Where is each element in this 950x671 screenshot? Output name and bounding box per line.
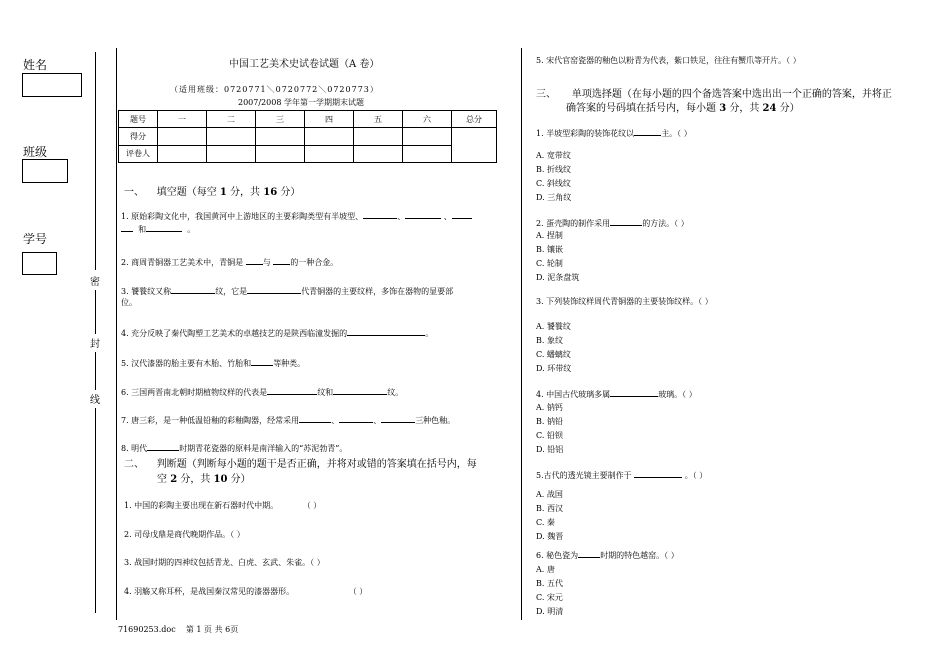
option-d[interactable]: D. 铅铝 xyxy=(536,445,564,454)
choice-question-1: 1. 半坡型彩陶的装饰花纹以 主。（ ） xyxy=(536,126,692,139)
score-cell[interactable] xyxy=(158,128,207,145)
fill-question-7: 7. 唐三彩，是一种低温铅釉的彩釉陶器，经常采用 、 、 三种色釉。 xyxy=(121,413,455,426)
option-b[interactable]: B. 镶嵌 xyxy=(536,245,563,254)
answer-blank[interactable] xyxy=(347,326,425,336)
option-b[interactable]: B. 折线纹 xyxy=(536,165,571,174)
answer-blank[interactable] xyxy=(147,441,179,451)
column-header: 四 xyxy=(305,111,354,128)
score-table xyxy=(118,110,497,163)
answer-blank[interactable] xyxy=(273,255,290,265)
option-c[interactable]: C. 轮制 xyxy=(536,259,563,268)
choice-options-3 xyxy=(536,320,571,376)
table-row xyxy=(119,145,497,162)
seal-char-xian: 线 xyxy=(90,395,100,406)
row-label: 评卷人 xyxy=(119,145,158,162)
footer-page-number: 第 1 页 共 6页 xyxy=(185,625,239,634)
section2-heading-cont: 空 2 分，共 10 分） xyxy=(157,474,251,485)
choice-options-6 xyxy=(536,563,563,619)
answer-blank[interactable] xyxy=(634,468,682,478)
grader-cell[interactable] xyxy=(403,145,452,162)
column-header: 六 xyxy=(403,111,452,128)
answer-blank[interactable] xyxy=(381,413,415,423)
judge-question-1: 1. 中国的彩陶主要出现在新石器时代中期。 （ ） xyxy=(124,501,322,510)
choice-question-6: 6. 秘色瓷为 时期的特色越窑。（ ） xyxy=(536,548,679,561)
fill-question-6: 6. 三国两晋南北朝时期植物纹样的代表是 纹和 纹。 xyxy=(121,385,403,398)
choice-options-2 xyxy=(536,229,579,285)
fill-question-1-cont: 和 。 xyxy=(121,222,195,235)
table-row xyxy=(119,111,497,128)
answer-blank[interactable] xyxy=(578,548,600,558)
left-margin-line xyxy=(116,48,117,620)
answer-blank[interactable] xyxy=(267,385,317,395)
answer-blank[interactable] xyxy=(610,387,658,397)
student-id-field[interactable] xyxy=(22,252,57,275)
answer-blank[interactable] xyxy=(634,126,661,136)
answer-blank[interactable] xyxy=(363,209,397,219)
option-b[interactable]: B. 五代 xyxy=(536,579,563,588)
section3-heading-cont: 确答案的号码填在括号内，每小题 3 分，共 24 分） xyxy=(566,103,800,114)
answer-blank[interactable] xyxy=(452,209,472,219)
choice-question-4: 4. 中国古代玻璃多属 玻璃。（ ） xyxy=(536,387,697,400)
fill-question-3-cont: 位。 xyxy=(121,298,137,307)
score-cell[interactable] xyxy=(256,128,305,145)
option-c[interactable]: C. 宋元 xyxy=(536,593,563,602)
choice-options-5 xyxy=(536,488,563,544)
option-a[interactable]: A. 唐 xyxy=(536,565,555,574)
choice-options-1 xyxy=(536,149,571,205)
grader-cell[interactable] xyxy=(354,145,403,162)
option-d[interactable]: D. 明清 xyxy=(536,607,564,616)
term-line: 2007/2008 学年第一学期期末试题 xyxy=(238,98,364,107)
total-score-cell[interactable] xyxy=(452,128,497,163)
answer-blank[interactable] xyxy=(610,216,642,226)
score-cell[interactable] xyxy=(403,128,452,145)
student-id-label: 学号 xyxy=(23,232,48,246)
score-cell[interactable] xyxy=(207,128,256,145)
seal-char-feng: 封 xyxy=(90,339,100,350)
section1-heading: 一、 填空题（每空 1 分，共 16 分） xyxy=(124,187,301,198)
judge-question-5: 5. 宋代官窑瓷器的釉色以粉青为代表，紫口铁足，往往有蟹爪等开片。（ ） xyxy=(536,56,801,65)
judge-question-4: 4. 羽觞又称耳杯，是战国秦汉常见的漆器器形。 （ ） xyxy=(124,587,368,596)
fill-question-5: 5. 汉代漆器的胎主要有木胎、竹胎和 等种类。 xyxy=(121,356,305,369)
answer-blank[interactable] xyxy=(339,413,373,423)
answer-paren[interactable]: （ ） xyxy=(348,587,368,596)
option-c[interactable]: C. 斜线纹 xyxy=(536,179,571,188)
option-c[interactable]: C. 蟠螭纹 xyxy=(536,350,571,359)
grader-cell[interactable] xyxy=(305,145,354,162)
choice-question-2: 2. 蛋壳陶的制作采用 的方法。（ ） xyxy=(536,216,689,229)
grader-cell[interactable] xyxy=(207,145,256,162)
column-header: 二 xyxy=(207,111,256,128)
option-b[interactable]: B. 钠铅 xyxy=(536,417,563,426)
grader-cell[interactable] xyxy=(158,145,207,162)
footer xyxy=(118,624,238,635)
exam-title: 中国工艺美术史试卷试题（A 卷） xyxy=(229,59,380,70)
option-b[interactable]: B. 象纹 xyxy=(536,336,563,345)
choice-options-4 xyxy=(536,401,563,457)
row-label: 得分 xyxy=(119,128,158,145)
option-a[interactable]: A. 捏制 xyxy=(536,231,563,240)
answer-blank[interactable] xyxy=(246,255,263,265)
option-d[interactable]: D. 三角纹 xyxy=(536,193,572,202)
section3-heading: 三、 单项选择题（在每小题的四个备选答案中选出出一个正确的答案，并将正 xyxy=(536,89,892,100)
option-a[interactable]: A. 钠钙 xyxy=(536,403,563,412)
row-label: 题号 xyxy=(119,111,158,128)
score-cell[interactable] xyxy=(354,128,403,145)
class-label: 班级 xyxy=(23,145,48,159)
choice-question-3: 3. 下列装饰纹样周代青铜器的主要装饰纹样。（ ） xyxy=(536,297,713,306)
grader-cell[interactable] xyxy=(256,145,305,162)
option-c[interactable]: C. 铅钡 xyxy=(536,431,563,440)
option-d[interactable]: D. 环带纹 xyxy=(536,364,572,373)
column-divider xyxy=(521,48,522,620)
answer-blank[interactable] xyxy=(333,385,387,395)
option-a[interactable]: A. 战国 xyxy=(536,490,563,499)
answer-paren[interactable]: （ ） xyxy=(302,501,322,510)
fill-question-4: 4. 充分反映了秦代陶塑工艺美术的卓越技艺的是陕西临潼发掘的 。 xyxy=(121,326,433,339)
option-a[interactable]: A. 饕餮纹 xyxy=(536,322,571,331)
column-header: 三 xyxy=(256,111,305,128)
answer-blank[interactable] xyxy=(171,284,215,294)
column-header: 总分 xyxy=(452,111,497,128)
section2-heading: 二、 判断题（判断每小题的题干是否正确，并将对或错的答案填在括号内，每 xyxy=(124,459,477,470)
option-d[interactable]: D. 泥条盘筑 xyxy=(536,273,580,282)
choice-question-5: 5.古代的透光镜主要制作于 。（ ） xyxy=(536,468,707,481)
score-cell[interactable] xyxy=(305,128,354,145)
answer-blank[interactable] xyxy=(299,413,331,423)
option-b[interactable]: B. 西汉 xyxy=(536,504,563,513)
column-header: 五 xyxy=(354,111,403,128)
footer-filename: 71690253.doc xyxy=(118,625,176,634)
seal-char-mi: 密 xyxy=(90,277,100,288)
applicable-classes: （适用班级：0720771＼0720772＼0720773） xyxy=(170,85,379,94)
name-field[interactable] xyxy=(22,73,82,97)
fill-question-2: 2. 商周青铜器工艺美术中，青铜是 与 的一种合金。 xyxy=(121,255,338,268)
answer-blank[interactable] xyxy=(405,209,441,219)
answer-blank[interactable] xyxy=(247,284,301,294)
name-label: 姓名 xyxy=(23,58,48,72)
table-row xyxy=(119,128,497,145)
answer-blank[interactable] xyxy=(251,356,273,366)
column-header: 一 xyxy=(158,111,207,128)
fill-question-1: 1. 原始彩陶文化中，我国黄河中上游地区的主要彩陶类型有半坡型、 、 、 xyxy=(121,209,472,222)
option-d[interactable]: D. 魏晋 xyxy=(536,532,564,541)
option-c[interactable]: C. 秦 xyxy=(536,518,555,527)
judge-question-3: 3. 战国时期的四神纹包括青龙、白虎、玄武、朱雀。（ ） xyxy=(124,558,325,567)
class-field[interactable] xyxy=(22,159,68,183)
answer-blank[interactable] xyxy=(121,222,133,232)
judge-question-2: 2. 司母戊鼎是商代晚期作品。（ ） xyxy=(124,530,245,539)
fill-question-8: 8. 明代 时期青花瓷器的原料是南洋输入的“苏泥勃青”。 xyxy=(121,441,347,454)
fill-question-3: 3. 饕餮纹又称 纹，它是 代青铜器的主要纹样，多饰在器物的显要部 xyxy=(121,284,453,297)
answer-blank[interactable] xyxy=(146,222,182,232)
option-a[interactable]: A. 宽带纹 xyxy=(536,151,571,160)
